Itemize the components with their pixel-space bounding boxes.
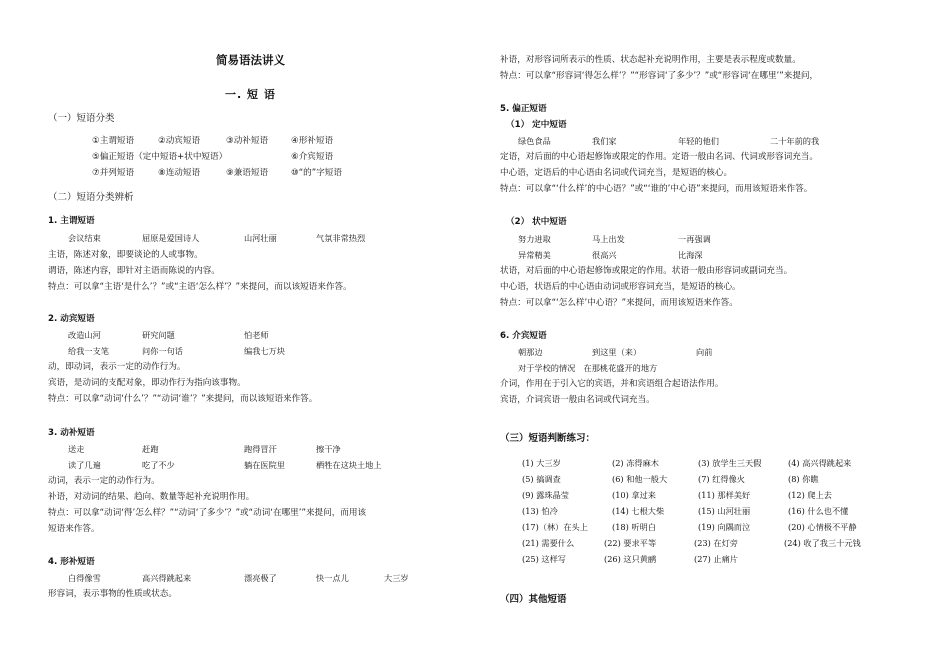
example: 会议结束 — [68, 233, 101, 243]
example: 一再强调 — [678, 234, 711, 244]
exercise-item: (22) 要求平等 — [604, 538, 657, 548]
exercise-item: (5) 搞调查 — [522, 474, 561, 484]
phrase-type: ⑧连动短语 — [158, 168, 201, 178]
example: 编我七万块 — [244, 346, 285, 356]
phrase-type: ③动补短语 — [226, 136, 269, 146]
text-line: 定语，对后面的中心语起修饰或限定的作用。定语一般由名词、代词或形容词充当。 — [500, 152, 818, 162]
text-line: 特点：可以拿“‘怎么样’中心语？”来提问，而用该短语来作答。 — [500, 298, 738, 308]
text-line: 动词，表示一定的动作行为。 — [48, 476, 160, 486]
example: 很高兴 — [592, 250, 617, 260]
example-row — [48, 443, 468, 455]
exercise-item: (21) 需要什么 — [522, 538, 575, 548]
example: 屈原是爱国诗人 — [142, 233, 200, 243]
phrase-type-row — [48, 151, 468, 163]
example: 白得像雪 — [68, 573, 101, 583]
exercise-row — [500, 521, 940, 533]
example: 漂亮极了 — [244, 573, 277, 583]
example: 快一点儿 — [316, 573, 349, 583]
example-row — [48, 459, 468, 471]
exercise-item: (25) 这样写 — [522, 554, 566, 564]
text-line: 介词，作用在于引入它的宾语，并和宾语组合起语法作用。 — [500, 379, 724, 389]
exercise-item: (13) 怕冷 — [522, 506, 558, 516]
text-line: 短语来作答。 — [48, 524, 100, 534]
exercise-row — [500, 457, 940, 469]
text-line: 状语，对后面的中心语起修饰或限定的作用。状语一般由形容词或副词充当。 — [500, 266, 793, 276]
example: 读了几遍 — [68, 460, 101, 470]
exercise-item: (20) 心情极不平静 — [788, 522, 857, 532]
text-line: 形容词，表示事物的性质或状态。 — [48, 589, 177, 599]
example: 擦干净 — [316, 444, 341, 454]
example: 怕老师 — [244, 330, 269, 340]
text-line: 中心语，状语后的中心语由动词或形容词充当，是短语的核心。 — [500, 282, 741, 292]
example: 山河壮丽 — [244, 233, 277, 243]
example: 马上出发 — [592, 234, 625, 244]
example: 跑得冒汗 — [244, 444, 277, 454]
phrase-type-row — [48, 167, 468, 179]
example-row — [48, 232, 468, 244]
example-row — [48, 345, 468, 357]
section-1-heading: （一）短语分类 — [48, 113, 115, 124]
text-line: 特点：可以拿“‘什么样’的中心语？”或“‘谁的’中心语”来提问，而用该短语来作答。 — [500, 184, 813, 194]
phrase-type: ⑦并列短语 — [92, 168, 135, 178]
text-line: 主语，陈述对象，即要谈论的人或事物。 — [48, 250, 203, 260]
exercise-item: (7) 红得像火 — [698, 474, 745, 484]
text-line: 特点：可以拿“动词‘得’怎么样？”“动词‘了多少’？”或“动词‘在哪里’”来提问，而用该 — [48, 508, 367, 518]
example: 气氛非常热烈 — [316, 233, 366, 243]
example: 异常精美 — [518, 250, 551, 260]
phrase-type: ⑥介宾短语 — [291, 152, 334, 162]
example: 努力进取 — [518, 234, 551, 244]
exercise-row — [500, 489, 940, 501]
example: 问你一句话 — [142, 346, 183, 356]
exercise-row — [500, 537, 940, 549]
example-row: 对于学校的情况 在那桃花盛开的地方 — [518, 363, 658, 373]
subsection-title: 3. 动补短语 — [48, 428, 95, 438]
example-row — [500, 135, 940, 147]
text-line: 特点：可以拿“形容词‘得怎么样’？”“形容词‘了多少’？”或“形容词‘在哪里’”来提问， — [500, 71, 819, 81]
text-line: 中心语，定语后的中心语由名词或代词充当，是短语的核心。 — [500, 168, 733, 178]
exercise-row — [500, 505, 940, 517]
exercise-row — [500, 553, 940, 565]
exercise-item: (12) 爬上去 — [788, 490, 832, 500]
exercise-item: (26) 这只黄鹂 — [604, 554, 657, 564]
exercise-item: (10) 拿过来 — [612, 490, 656, 500]
exercise-item: (14) 七根大柴 — [612, 506, 665, 516]
exercise-item: (18) 听明白 — [612, 522, 656, 532]
subsection-subtitle: （1） 定中短语 — [506, 120, 567, 130]
exercise-item: (2) 冻得麻木 — [612, 458, 659, 468]
example: 研究问题 — [142, 330, 175, 340]
phrase-type: ⑨兼语短语 — [226, 168, 269, 178]
exercise-item: (24) 收了我三十元钱 — [784, 538, 861, 548]
example: 栖牲在这块土地上 — [316, 460, 382, 470]
exercise-item: (11) 那样美好 — [698, 490, 751, 500]
phrase-type: ①主谓短语 — [92, 136, 135, 146]
phrase-type: ②动宾短语 — [158, 136, 201, 146]
subsection-subtitle: （2） 状中短语 — [506, 217, 567, 227]
example-row — [500, 249, 940, 261]
text-line: 谓语，陈述内容，即针对主语而陈说的内容。 — [48, 266, 220, 276]
phrase-type: ⑩“的”字短语 — [291, 168, 342, 178]
example-row — [48, 329, 468, 341]
section-4-heading: （四）其他短语 — [500, 594, 567, 605]
subsection-title: 1. 主谓短语 — [48, 216, 95, 226]
phrase-type: ④形补短语 — [291, 136, 334, 146]
example-row — [500, 346, 940, 358]
exercise-item: (23) 在灯旁 — [694, 538, 738, 548]
example: 赶跑 — [142, 444, 159, 454]
text-line: 动，即动词，表示一定的动作行为。 — [48, 362, 186, 372]
subsection-title: 4. 形补短语 — [48, 557, 95, 567]
exercise-item: (9) 露珠晶莹 — [522, 490, 569, 500]
example: 到这里（来） — [592, 347, 642, 357]
exercise-item: (27) 止痛片 — [694, 554, 738, 564]
example: 年轻的他们 — [678, 136, 719, 146]
text-line: 补语，对形容词所表示的性质、状态起补充说明作用，主要是表示程度或数量。 — [500, 55, 801, 65]
exercise-row — [500, 473, 940, 485]
section-2-heading: （二）短语分类辨析 — [48, 192, 134, 203]
subsection-title: 5. 偏正短语 — [500, 104, 547, 114]
phrase-type-row — [48, 135, 468, 147]
exercise-item: (6) 和他一般大 — [612, 474, 668, 484]
example-row — [500, 233, 940, 245]
exercise-item: (19) 向隅而泣 — [698, 522, 751, 532]
example-row — [48, 572, 468, 584]
exercise-item: (15) 山河壮丽 — [698, 506, 751, 516]
example: 我们家 — [592, 136, 617, 146]
example: 送走 — [68, 444, 85, 454]
example: 改造山河 — [68, 330, 101, 340]
example: 大三岁 — [384, 573, 409, 583]
exercise-item: (16) 什么也不懂 — [788, 506, 849, 516]
text-line: 宾语，是动词的支配对象，即动作行为指向该事物。 — [48, 378, 246, 388]
text-line: 宾语，介词宾语一般由名词或代词充当。 — [500, 395, 655, 405]
subsection-title: 6. 介宾短语 — [500, 331, 547, 341]
example: 向前 — [696, 347, 713, 357]
exercise-item: (17)（林）在头上 — [522, 522, 588, 532]
example: 吃了不少 — [142, 460, 175, 470]
subsection-title: 2. 动宾短语 — [48, 314, 95, 324]
example: 绿色食品 — [518, 136, 551, 146]
text-line: 补语，对动词的结果、趋向、数量等起补充说明作用。 — [48, 492, 255, 502]
document-title: 简易语法讲义 — [216, 53, 285, 67]
section-3-heading: （三）短语判断练习： — [500, 433, 596, 444]
chapter-heading: 一. 短 语 — [225, 88, 276, 101]
example: 高兴得跳起来 — [142, 573, 192, 583]
exercise-item: (3) 放学生三天假 — [698, 458, 762, 468]
text-line: 特点：可以拿“主语‘是什么’？”或“主语‘怎么样’？”来提问，而以该短语来作答。 — [48, 282, 352, 292]
exercise-item: (4) 高兴得跳起来 — [788, 458, 852, 468]
text-line: 特点：可以拿“动词‘什么’？”“动词‘谁’？”来提问，而以该短语来作答。 — [48, 394, 318, 404]
example: 朝那边 — [518, 347, 543, 357]
exercise-item: (8) 你瞧 — [788, 474, 819, 484]
exercise-item: (1) 大三岁 — [522, 458, 561, 468]
example: 躺在医院里 — [244, 460, 285, 470]
phrase-type: ⑤偏正短语（定中短语+状中短语） — [92, 152, 228, 162]
example: 二十年前的我 — [770, 136, 820, 146]
example: 比海深 — [678, 250, 703, 260]
example: 给我一支笔 — [68, 346, 109, 356]
